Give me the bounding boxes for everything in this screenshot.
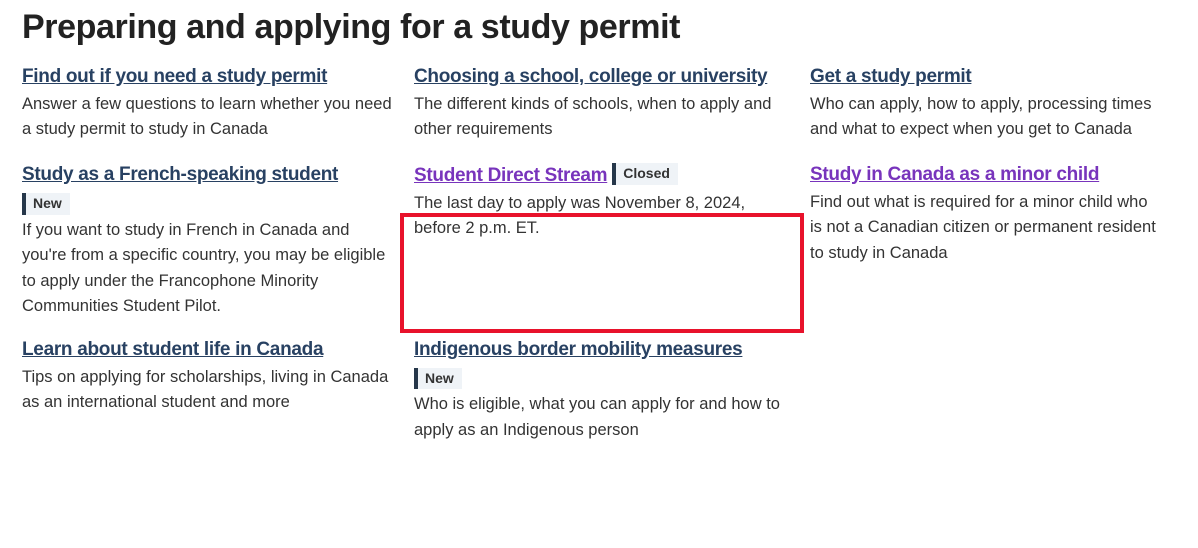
status-badge-new: New [414, 368, 462, 390]
card-description: Answer a few questions to learn whether you need a study permit to study in Canada [22, 94, 392, 139]
card-title-link[interactable]: Choosing a school, college or university [414, 66, 768, 88]
card-title-link[interactable]: Learn about student life in Canada [22, 338, 324, 360]
card-description: Find out what is required for a minor child who is not a Canadian citizen or permanent resident to study in Canada [810, 192, 1156, 262]
card-grid [18, 65, 1180, 461]
card-description: Tips on applying for scholarships, living in Canada as an international student and more [22, 367, 389, 412]
card-title-link[interactable]: Student Direct Stream [414, 164, 608, 186]
card-title-link[interactable]: Study in Canada as a minor child [810, 163, 1100, 185]
card-empty-slot [810, 338, 1180, 462]
card-choosing-a-school-college-or-university [414, 65, 810, 161]
status-badge-closed: Closed [612, 163, 678, 185]
page-container [0, 8, 1198, 548]
card-description: Who can apply, how to apply, processing times and what to expect when you get to Canada [810, 94, 1152, 139]
card-description: The different kinds of schools, when to apply and other requirements [414, 94, 772, 139]
status-badge-new: New [22, 193, 70, 215]
card-student-direct-stream [414, 163, 810, 338]
card-title-link[interactable]: Indigenous border mobility measures [414, 338, 743, 360]
card-find-out-if-you-need-a-study-permit [18, 65, 414, 161]
card-description: Who is eligible, what you can apply for and how to apply as an Indigenous person [414, 395, 780, 439]
card-description: The last day to apply was November 8, 2024, before 2 p.m. ET. [414, 193, 746, 238]
card-study-as-a-french-speaking-student [18, 163, 414, 338]
card-title-link[interactable]: Study as a French-speaking student [22, 163, 339, 185]
card-study-in-canada-as-a-minor-child [810, 163, 1180, 338]
page-title: Preparing and applying for a study permit [22, 8, 681, 46]
card-title-link[interactable]: Get a study permit [810, 66, 972, 88]
card-title-link[interactable]: Find out if you need a study permit [22, 66, 328, 88]
card-learn-about-student-life-in-canada [18, 338, 414, 462]
card-get-a-study-permit [810, 65, 1180, 161]
card-description: If you want to study in French in Canada and you're from a specific country, you may be eligible to apply under the Francophone Minority Communities Student Pilot. [22, 220, 386, 316]
card-indigenous-border-mobility-measures [414, 338, 810, 462]
